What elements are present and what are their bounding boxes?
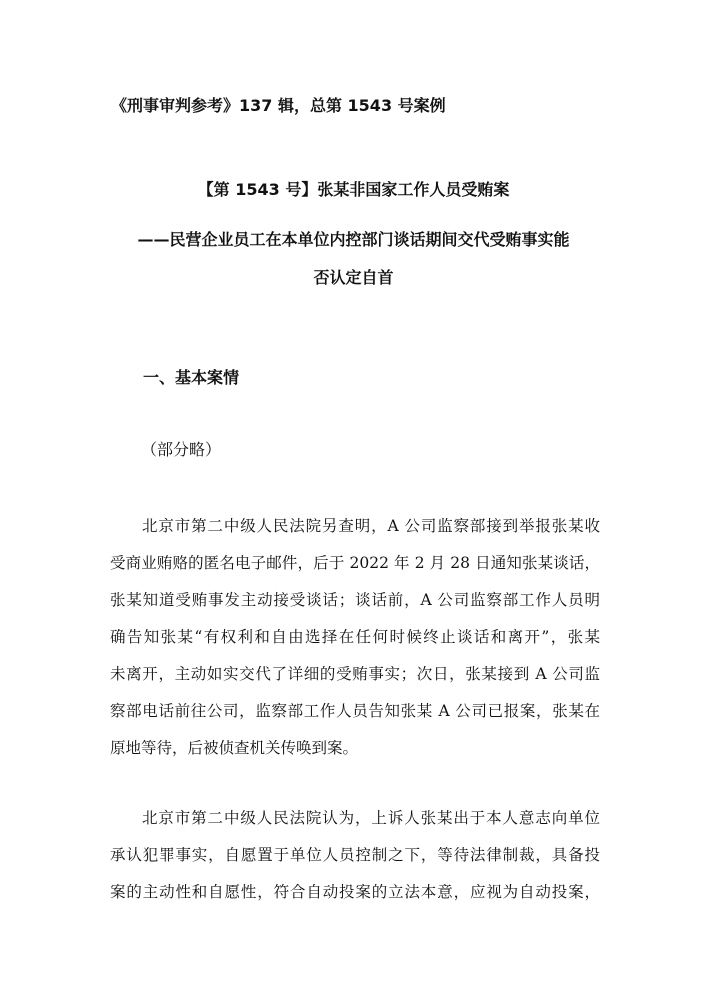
paragraph-line: 未离开，主动如实交代了详细的受贿事实；次日，张某接到 A 公司监 <box>110 665 600 683</box>
paragraph-line: 北京市第二中级人民法院认为，上诉人张某出于本人意志向单位 <box>142 809 600 827</box>
case-subtitle-line-1: ——民营企业员工在本单位内控部门谈话期间交代受贿事实能 <box>137 230 570 249</box>
case-title: 【第 1543 号】张某非国家工作人员受贿案 <box>197 180 510 199</box>
section-heading: 一、基本案情 <box>143 368 240 387</box>
paragraph-line: 受商业贿赂的匿名电子邮件，后于 2022 年 2 月 28 日通知张某谈话， <box>110 554 600 572</box>
paragraph-line: 案的主动性和自愿性，符合自动投案的立法本意，应视为自动投案， <box>110 883 600 901</box>
paragraph-line: 北京市第二中级人民法院另查明，A 公司监察部接到举报张某收 <box>142 517 600 535</box>
omitted-note: （部分略） <box>141 440 222 459</box>
paragraph <box>110 508 600 767</box>
paragraph-line: 张某知道受贿事发主动接受谈话；谈话前，A 公司监察部工作人员明 <box>110 591 600 609</box>
paragraph <box>110 800 600 911</box>
paragraph-line: 确告知张某“有权利和自由选择在任何时候终止谈话和离开”，张某 <box>110 628 600 646</box>
paragraph-line: 察部电话前往公司，监察部工作人员告知张某 A 公司已报案，张某在 <box>110 702 600 720</box>
case-subtitle-line-2: 否认定自首 <box>313 268 394 287</box>
source-citation: 《刑事审判参考》137 辑，总第 1543 号案例 <box>111 96 446 115</box>
paragraph-line: 原地等待，后被侦查机关传唤到案。 <box>110 739 359 757</box>
paragraph-line: 承认犯罪事实，自愿置于单位人员控制之下，等待法律制裁，具备投 <box>110 846 600 864</box>
